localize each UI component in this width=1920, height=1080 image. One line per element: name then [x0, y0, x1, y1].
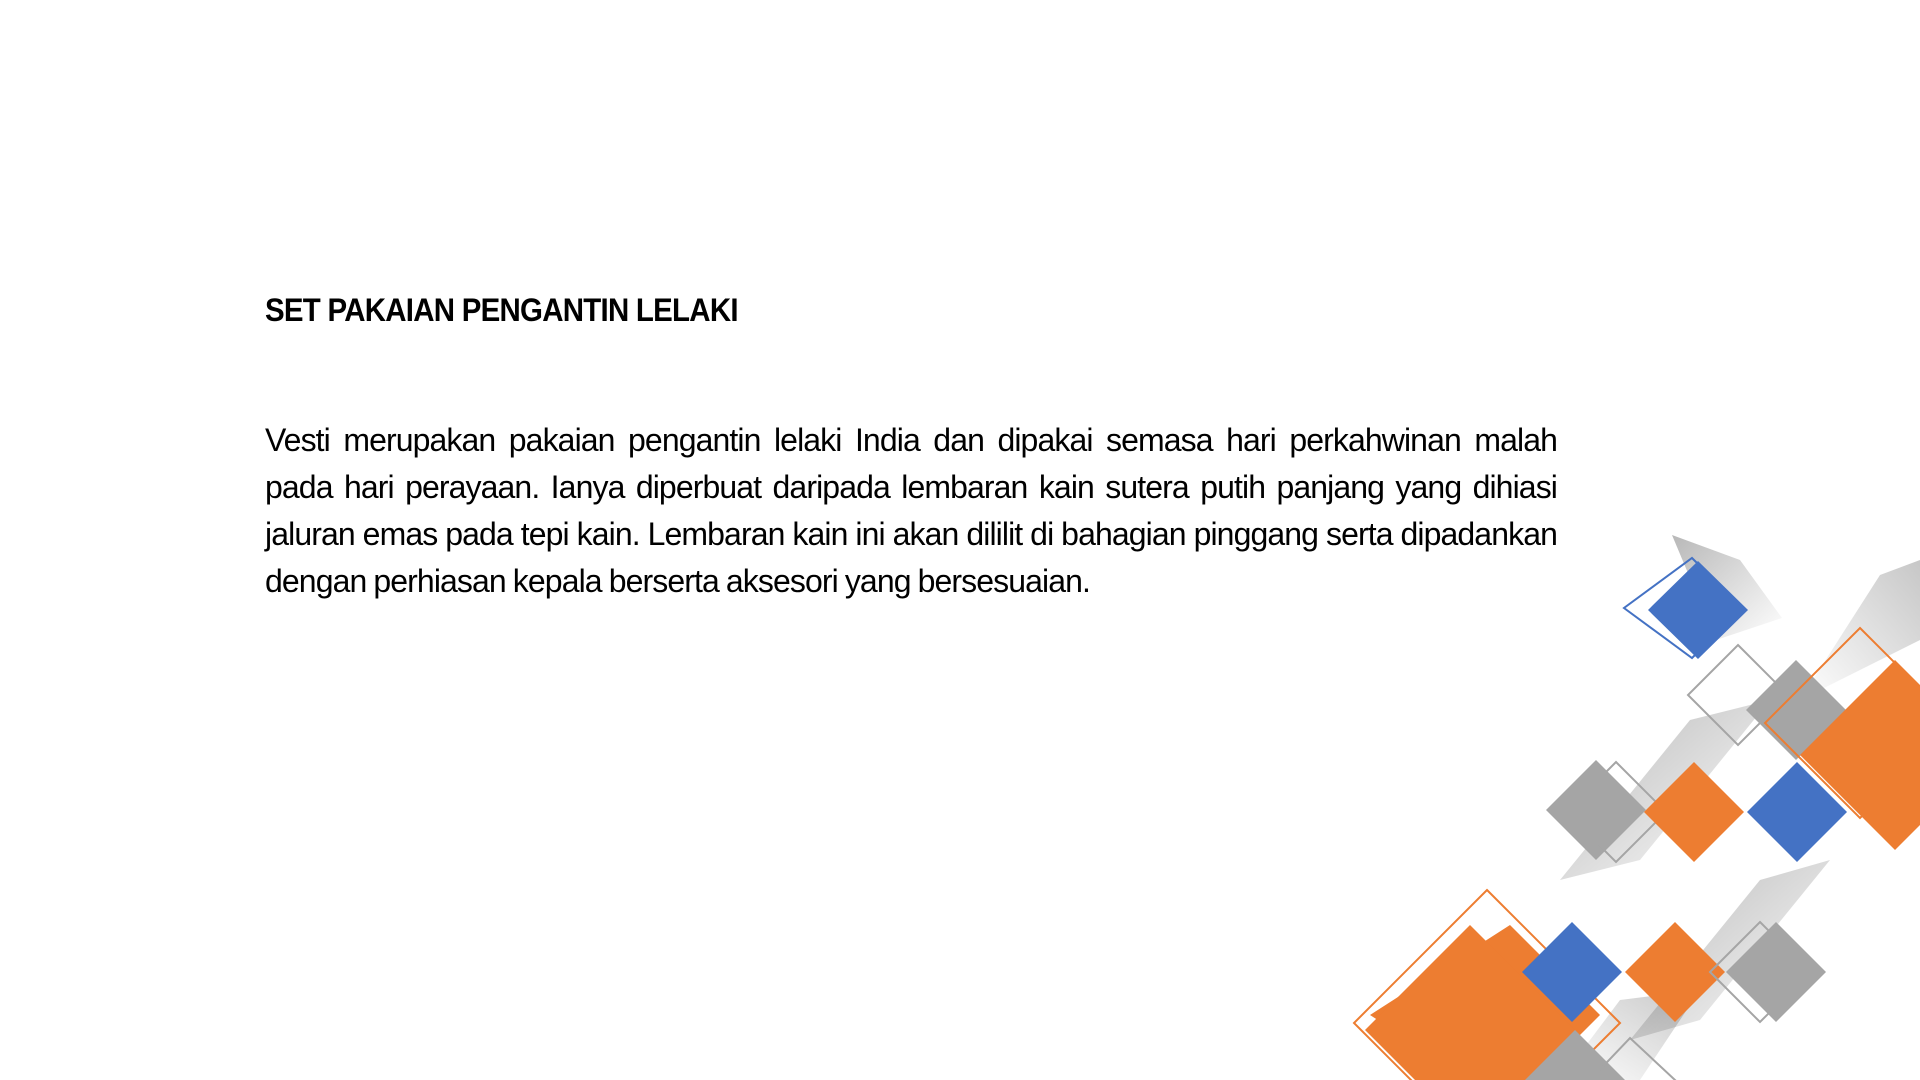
slide-heading: SET PAKAIAN PENGANTIN LELAKI [265, 292, 738, 328]
orange-diamond-large-fill [1365, 925, 1575, 1080]
slide-body-text: Vesti merupakan pakaian pengantin lelaki India dan dipakai semasa hari perkahwinan malah pada hari perayaan. Ianya diperbuat daripada lembaran kain sutera putih panjang yang dihiasi jaluran emas pada tepi kain. Lembaran kain ini akan dililit di bahagian pinggang serta dipadankan dengan perhiasan kepala berserta aksesori yang bersesuaian. [265, 422, 1557, 599]
